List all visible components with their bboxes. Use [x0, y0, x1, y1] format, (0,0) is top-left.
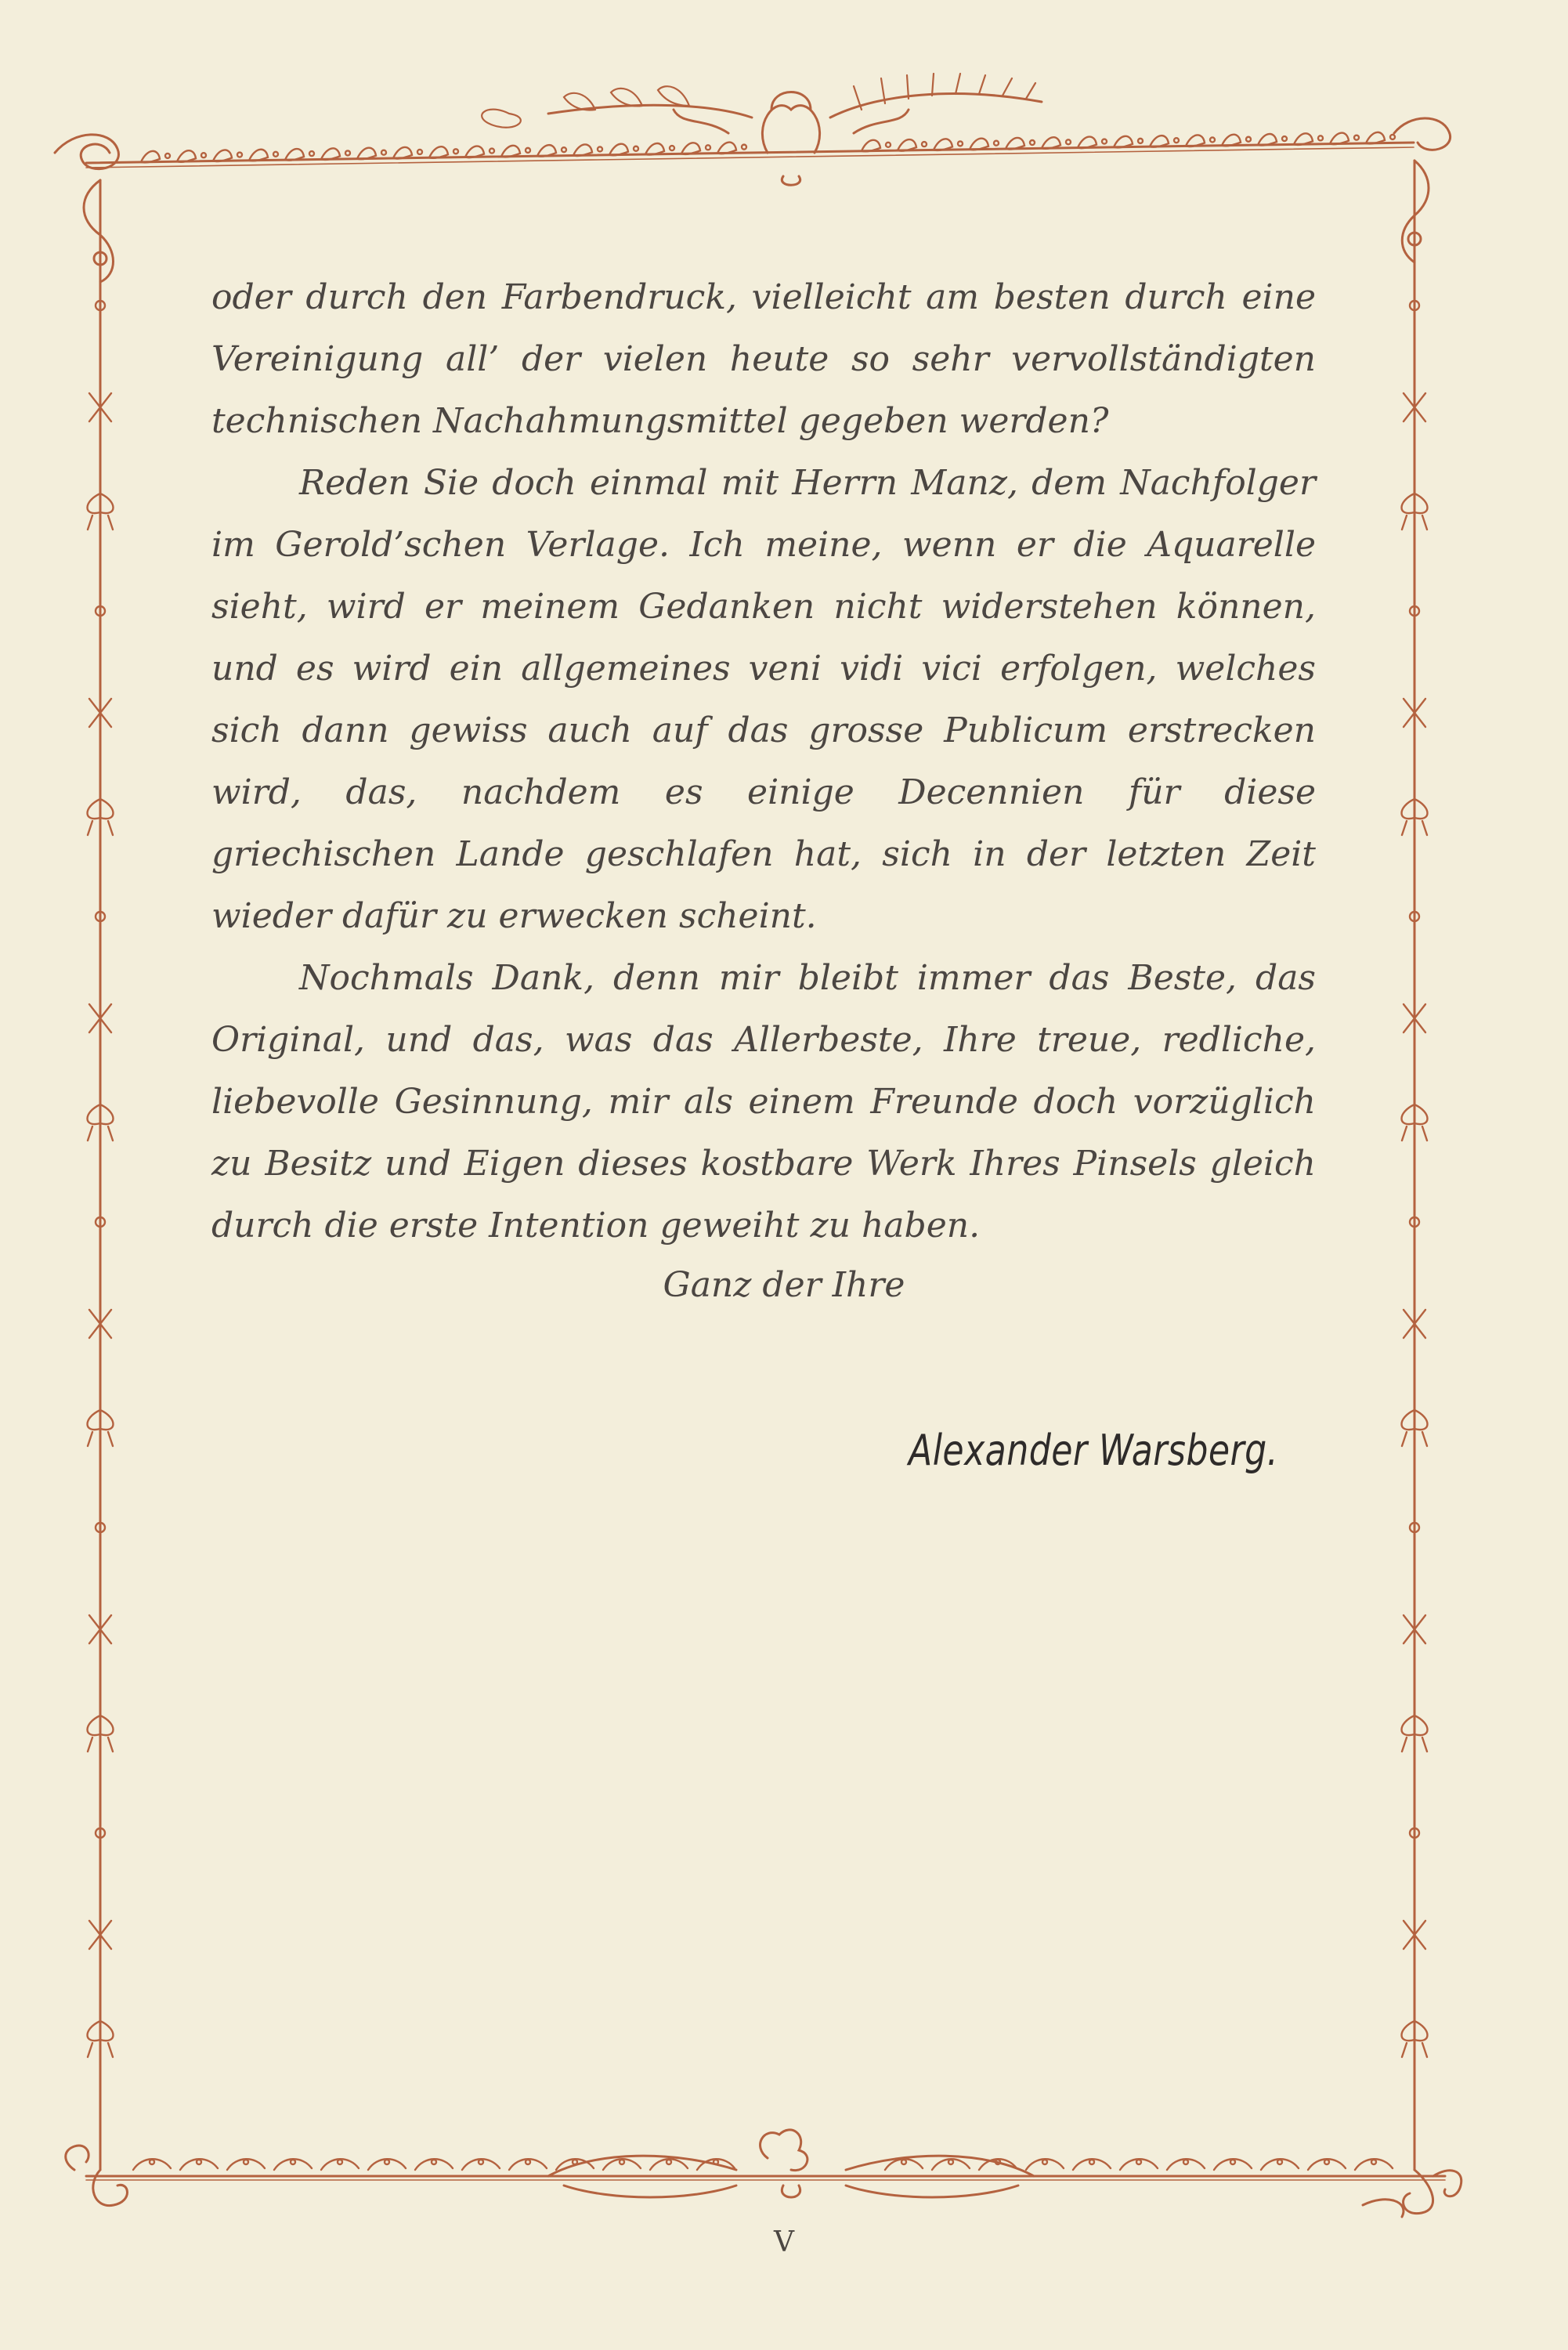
page-number: V	[774, 2226, 794, 2258]
paragraph-2: Reden Sie doch einmal mit Herrn Manz, dem Nachfolger im Gerold’schen Verlage. Ich meine, wenn er die Aquarelle sieht, wird er meinem Gedanken nicht widerstehen können, und es wird ein allgemeines veni vidi vici erfolgen, welches sich dann gewiss auch auf das grosse Publicum erstrecken wird, das, nachdem es einige Decennien für diese griechischen Lande geschlafen hat, sich in der letzten Zeit wieder dafür zu erwecken scheint.	[211, 463, 1316, 936]
paragraph-3: Nochmals Dank, denn mir bleibt immer das Beste, das Original, und das, was das Allerbeste, Ihre treue, redliche, liebevolle Gesinnung, mir als einem Freunde doch vorzüglich zu Besitz und Eigen dieses kostbare Werk Ihres Pinsels gleich durch die erste Intention geweiht zu haben.	[211, 958, 1316, 1246]
signature: Alexander Warsberg.	[909, 1426, 1279, 1475]
letter-body	[211, 266, 1316, 1256]
closing-line: Ganz der Ihre	[663, 1265, 905, 1305]
paragraph-1: oder durch den Farbendruck, vielleicht am besten durch eine Vereinigung all’ der vielen heute so sehr vervollständigten technischen Nachahmungsmittel gegeben werden?	[211, 277, 1316, 441]
